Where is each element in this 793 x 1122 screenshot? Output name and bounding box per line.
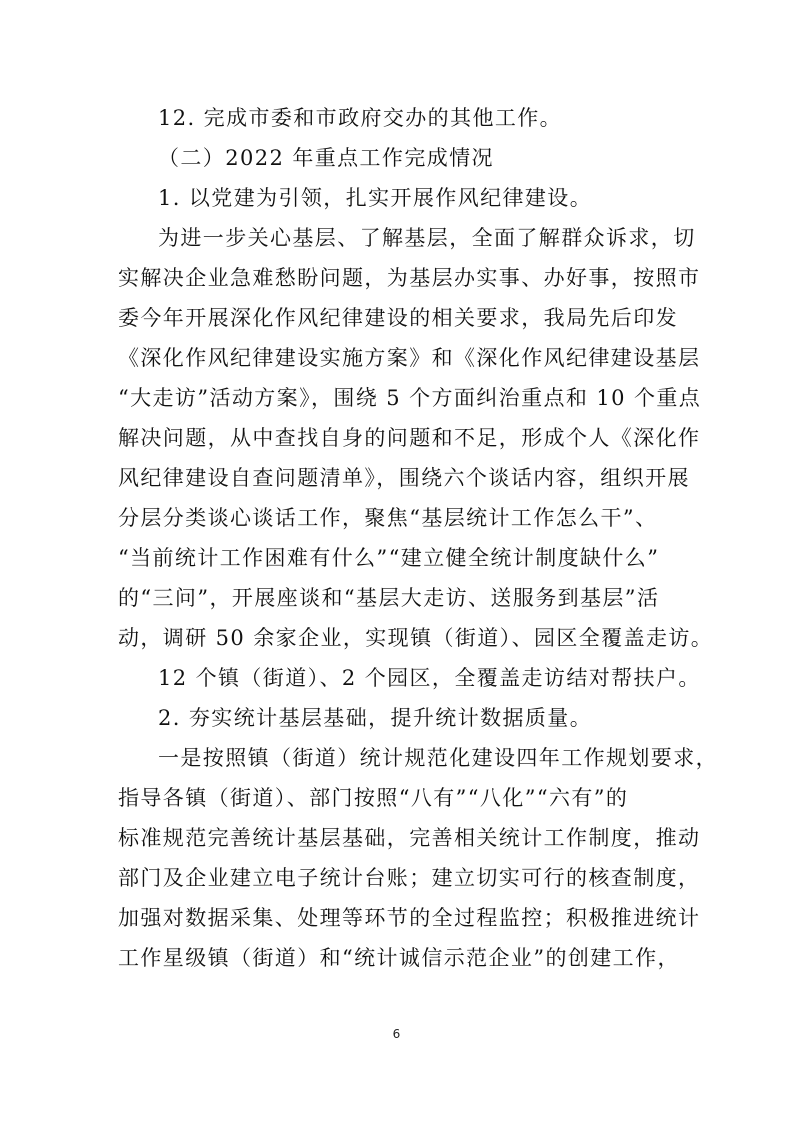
paragraph-1-line-9: “当前统计工作困难有什么”“建立健全统计制度缺什么” [118, 546, 660, 570]
paragraph-1-line-4: 《深化作风纪律建设实施方案》和《深化作风纪律建设基层 [118, 346, 701, 370]
paragraph-1-line-8: 分层分类谈心谈话工作，聚焦“基层统计工作怎么干”、 [118, 506, 658, 530]
paragraph-3-line-2: 指导各镇（街道）、部门按照“八有”“八化”“六有”的 [118, 786, 629, 810]
paragraph-1-line-5: “大走访”活动方案》，围绕 5 个方面纠治重点和 10 个重点 [118, 386, 702, 410]
subheading-1: 1. 以党建为引领，扎实开展作风纪律建设。 [158, 186, 593, 210]
paragraph-3-line-1: 一是按照镇（街道）统计规范化建设四年工作规划要求， [158, 746, 718, 770]
item-12-line: 12. 完成市委和市政府交办的其他工作。 [158, 106, 563, 130]
paragraph-3-line-4: 部门及企业建立电子统计台账；建立切实可行的核查制度， [118, 866, 701, 890]
paragraph-1-line-11: 动，调研 50 余家企业，实现镇（街道）、园区全覆盖走访。 [118, 626, 714, 650]
paragraph-1-line-1: 为进一步关心基层、了解基层，全面了解群众诉求，切 [158, 226, 696, 250]
section-heading-2: （二）2022 年重点工作完成情况 [158, 146, 494, 170]
paragraph-1-line-6: 解决问题，从中查找自身的问题和不足，形成个人《深化作 [118, 426, 701, 450]
paragraph-3-line-5: 加强对数据采集、处理等环节的全过程监控；积极推进统计 [118, 906, 701, 930]
subheading-2: 2. 夯实统计基层基础，提升统计数据质量。 [158, 706, 593, 730]
page-number: 6 [392, 1027, 401, 1041]
paragraph-1-line-10: 的“三问”，开展座谈和“基层大走访、送服务到基层”活 [118, 586, 660, 610]
paragraph-1-line-2: 实解决企业急难愁盼问题，为基层办实事、办好事，按照市 [118, 266, 701, 290]
paragraph-1-line-7: 风纪律建设自查问题清单》，围绕六个谈话内容，组织开展 [118, 466, 690, 490]
paragraph-2-line-1: 12 个镇（街道）、2 个园区，全覆盖走访结对帮扶户。 [158, 666, 701, 690]
paragraph-1-line-3: 委今年开展深化作风纪律建设的相关要求，我局先后印发 [118, 306, 678, 330]
paragraph-3-line-3: 标准规范完善统计基层基础，完善相关统计工作制度，推动 [118, 826, 701, 850]
paragraph-3-line-6: 工作星级镇（街道）和“统计诚信示范企业”的创建工作， [118, 946, 680, 970]
